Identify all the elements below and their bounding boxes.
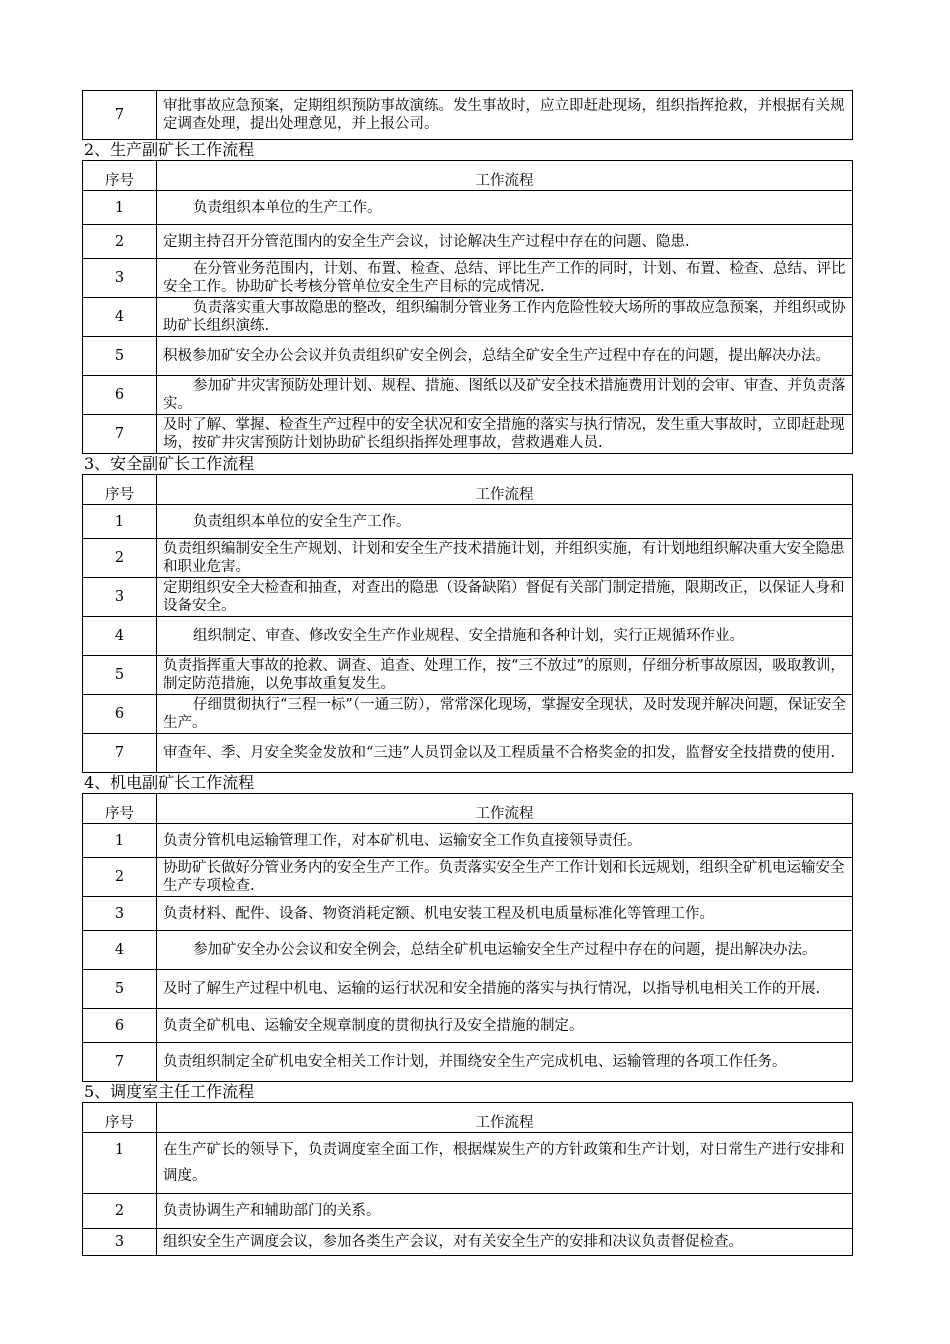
row-text: 负责全矿机电、运输安全规章制度的贯彻执行及安全措施的制定。 <box>157 1009 853 1043</box>
section-title: 3、安全副矿长工作流程 <box>84 454 255 473</box>
table-row <box>83 931 853 970</box>
table-row <box>83 259 853 298</box>
table-row <box>83 656 853 695</box>
row-number: 3 <box>83 259 157 298</box>
document-page <box>82 90 853 1256</box>
flow-table <box>82 160 853 454</box>
row-number: 3 <box>83 1229 157 1256</box>
row-text: 负责协调生产和辅助部门的关系。 <box>157 1194 853 1229</box>
table-row <box>83 337 853 376</box>
row-text: 仔细贯彻执行“三程一标”（一通三防），常常深化现场，掌握安全现状，及时发现并解决问题，保证安全生产。 <box>157 695 853 734</box>
table-row <box>83 376 853 415</box>
header-num: 序号 <box>83 1103 157 1133</box>
header-flow: 工作流程 <box>157 161 853 191</box>
table-row <box>83 734 853 773</box>
row-text: 负责组织编制安全生产规划、计划和安全生产技术措施计划，并组织实施，有计划地组织解决重大安全隐患和职业危害。 <box>157 539 853 578</box>
row-number: 5 <box>83 970 157 1009</box>
row-number: 6 <box>83 376 157 415</box>
row-text: 负责分管机电运输管理工作，对本矿机电、运输安全工作负直接领导责任。 <box>157 824 853 858</box>
header-num: 序号 <box>83 794 157 824</box>
table-row <box>83 695 853 734</box>
header-flow: 工作流程 <box>157 1103 853 1133</box>
row-text: 负责组织制定全矿机电安全相关工作计划，并围绕安全生产完成机电、运输管理的各项工作任务。 <box>157 1043 853 1082</box>
table-row <box>83 505 853 539</box>
section-title: 5、调度室主任工作流程 <box>84 1082 255 1101</box>
table-row <box>83 191 853 225</box>
table-row <box>83 858 853 897</box>
table-row <box>83 970 853 1009</box>
row-text: 负责组织本单位的安全生产工作。 <box>157 505 853 539</box>
row-text: 定期组织安全大检查和抽查，对查出的隐患（设备缺陷）督促有关部门制定措施，限期改正，以保证人身和设备安全。 <box>157 578 853 617</box>
row-text: 在分管业务范围内，计划、布置、检查、总结、评比生产工作的同时，计划、布置、检查、总结、评比安全工作。协助矿长考核分管单位安全生产目标的完成情况. <box>157 259 853 298</box>
table-row <box>83 539 853 578</box>
row-number: 4 <box>83 298 157 337</box>
row-text: 负责材料、配件、设备、物资消耗定额、机电安装工程及机电质量标准化等管理工作。 <box>157 897 853 931</box>
row-number: 7 <box>83 734 157 773</box>
header-flow: 工作流程 <box>157 475 853 505</box>
row-number: 1 <box>83 505 157 539</box>
table-row <box>83 1194 853 1229</box>
row-text: 参加矿井灾害预防处理计划、规程、措施、图纸以及矿安全技术措施费用计划的会审、审查、并负责落实。 <box>157 376 853 415</box>
top-table <box>82 90 853 140</box>
row-number: 6 <box>83 695 157 734</box>
row-number: 1 <box>83 824 157 858</box>
table-header-row <box>83 161 853 191</box>
row-number: 2 <box>83 539 157 578</box>
row-text: 及时了解生产过程中机电、运输的运行状况和安全措施的落实与执行情况，以指导机电相关工作的开展. <box>157 970 853 1009</box>
flow-table <box>82 474 853 773</box>
table-row <box>83 1009 853 1043</box>
header-num: 序号 <box>83 475 157 505</box>
table-row <box>83 824 853 858</box>
row-number: 1 <box>83 1133 157 1194</box>
row-text: 积极参加矿安全办公会议并负责组织矿安全例会，总结全矿安全生产过程中存在的问题，提出解决办法。 <box>157 337 853 376</box>
row-number: 3 <box>83 897 157 931</box>
row-text: 定期主持召开分管范围内的安全生产会议，讨论解决生产过程中存在的问题、隐患. <box>157 225 853 259</box>
table-row <box>83 91 853 140</box>
table-row <box>83 225 853 259</box>
table-header-row <box>83 1103 853 1133</box>
row-number: 7 <box>83 1043 157 1082</box>
row-number: 7 <box>83 415 157 454</box>
row-text: 及时了解、掌握、检查生产过程中的安全状况和安全措施的落实与执行情况，发生重大事故时，立即赶赴现场，按矿井灾害预防计划协助矿长组织指挥处理事故，营救遇难人员. <box>157 415 853 454</box>
row-text: 负责落实重大事故隐患的整改，组织编制分管业务工作内危险性较大场所的事故应急预案，并组织或协助矿长组织演练. <box>157 298 853 337</box>
table-row <box>83 298 853 337</box>
row-text: 参加矿安全办公会议和安全例会，总结全矿机电运输安全生产过程中存在的问题，提出解决办法。 <box>157 931 853 970</box>
row-number: 2 <box>83 858 157 897</box>
row-number: 6 <box>83 1009 157 1043</box>
row-number: 1 <box>83 191 157 225</box>
row-text: 负责指挥重大事故的抢救、调查、追查、处理工作，按“三不放过”的原则，仔细分析事故原因，吸取教训，制定防范措施，以免事故重复发生。 <box>157 656 853 695</box>
table-row <box>83 1043 853 1082</box>
section-title: 4、机电副矿长工作流程 <box>84 773 255 792</box>
row-number: 4 <box>83 931 157 970</box>
header-flow: 工作流程 <box>157 794 853 824</box>
row-text: 组织制定、审查、修改安全生产作业规程、安全措施和各种计划，实行正规循环作业。 <box>157 617 853 656</box>
row-text: 审批事故应急预案，定期组织预防事故演练。发生事故时，应立即赶赴现场，组织指挥抢救，并根据有关规定调查处理，提出处理意见，并上报公司。 <box>157 91 853 140</box>
row-number: 2 <box>83 1194 157 1229</box>
table-row <box>83 578 853 617</box>
row-number: 4 <box>83 617 157 656</box>
flow-table <box>82 793 853 1082</box>
table-row <box>83 1133 853 1194</box>
table-row <box>83 617 853 656</box>
table-header-row <box>83 794 853 824</box>
section-title: 2、生产副矿长工作流程 <box>84 140 255 159</box>
flow-table <box>82 1102 853 1256</box>
row-number: 5 <box>83 656 157 695</box>
row-number: 3 <box>83 578 157 617</box>
row-text: 协助矿长做好分管业务内的安全生产工作。负责落实安全生产工作计划和长远规划，组织全矿机电运输安全生产专项检查. <box>157 858 853 897</box>
row-text: 组织安全生产调度会议，参加各类生产会议，对有关安全生产的安排和决议负责督促检查。 <box>157 1229 853 1256</box>
row-number: 7 <box>83 91 157 140</box>
table-row <box>83 1229 853 1256</box>
table-row <box>83 415 853 454</box>
table-row <box>83 897 853 931</box>
row-text: 审查年、季、月安全奖金发放和“三违”人员罚金以及工程质量不合格奖金的扣发，监督安全技措费的使用. <box>157 734 853 773</box>
row-number: 2 <box>83 225 157 259</box>
row-text: 在生产矿长的领导下，负责调度室全面工作，根据煤炭生产的方针政策和生产计划，对日常生产进行安排和调度。 <box>157 1133 853 1194</box>
table-header-row <box>83 475 853 505</box>
row-number: 5 <box>83 337 157 376</box>
row-text: 负责组织本单位的生产工作。 <box>157 191 853 225</box>
header-num: 序号 <box>83 161 157 191</box>
